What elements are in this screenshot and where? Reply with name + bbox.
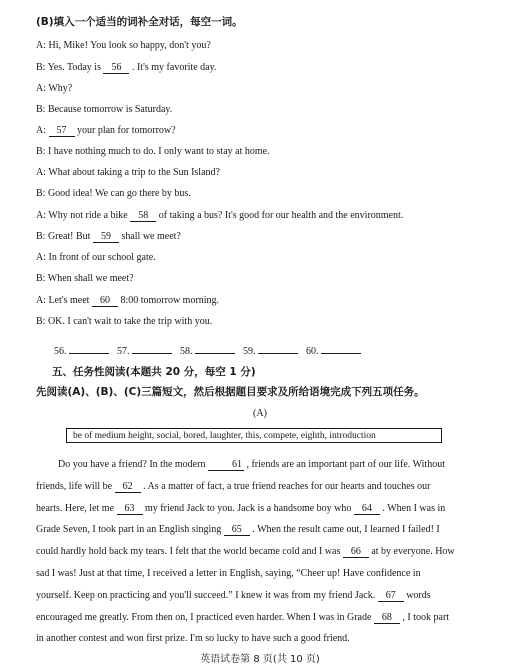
dialogue-text: A: Why not ride a bike (36, 210, 128, 221)
blank-number: 56 (103, 62, 129, 74)
blank-number: 64 (354, 503, 380, 515)
blank-number: 57 (49, 125, 75, 137)
passage-text: sad I was! Just at that time, I received a letter in English, saying, “Cheer up! Have confidence in (36, 567, 421, 579)
dialogue-line (36, 125, 484, 137)
dialogue-text: your plan for tomorrow? (77, 125, 176, 136)
dialogue-line (36, 40, 484, 52)
answer-underline (321, 344, 361, 354)
dialogue-text: shall we meet? (121, 231, 181, 242)
answer-underline (258, 344, 298, 354)
passage-text: friends, life will be (36, 480, 113, 492)
passage-text: at by everyone. How (371, 546, 455, 558)
answer-underline (195, 344, 235, 354)
answer-underline (69, 344, 109, 354)
dialogue-line (36, 252, 484, 264)
passage-text: yourself. Keep on practicing and you'll succeed.” I knew it was from my friend Jack. (36, 589, 376, 601)
dialogue-text: 8:00 tomorrow morning. (120, 295, 220, 306)
passage-text: words (406, 589, 431, 601)
blank-number: 59 (93, 231, 119, 243)
answer-number: 58. (180, 346, 193, 357)
blank-number: 62 (115, 481, 141, 493)
blank-number: 61 (208, 459, 244, 471)
dialogue-text: B: OK. I can't wait to take the trip with you. (36, 316, 213, 327)
passage-line (36, 454, 486, 476)
dialogue-text: B: Great! But (36, 231, 91, 242)
passage-a (36, 454, 486, 650)
passage-text: Grade Seven, I took part in an English singing (36, 524, 222, 536)
answer-number: 57. (117, 346, 130, 357)
dialogue-text: A: What about taking a trip to the Sun Island? (36, 167, 220, 178)
dialogue-line (36, 104, 484, 116)
blank-number: 60 (92, 295, 118, 307)
blank-number: 58 (130, 210, 156, 222)
blank-number: 63 (117, 503, 143, 515)
passage-line (36, 585, 486, 607)
dialogue-text: A: Hi, Mike! You look so happy, don't you? (36, 40, 211, 51)
section-five-instruction: 先阅读(A)、(B)、(C)三篇短文，然后根据题目要求及所给语境完成下列五项任务。 (36, 386, 425, 398)
passage-a-label: (A) (253, 408, 267, 419)
blank-number: 66 (343, 546, 369, 558)
passage-line (36, 498, 486, 520)
answer-number: 60. (306, 346, 319, 357)
section-five-heading: 五、任务性阅读(本题共 20 分，每空 1 分) (52, 366, 256, 378)
answer-number: 59. (243, 346, 256, 357)
answer-underline (132, 344, 172, 354)
dialogue-line (36, 316, 484, 328)
dialogue-line (36, 210, 484, 222)
passage-text: encouraged me greatly. From then on, I practiced even harder. When I was in Grade (36, 611, 372, 623)
dialogue-text: A: In front of our school gate. (36, 252, 156, 263)
dialogue-text: A: Let's meet (36, 295, 90, 306)
dialogue-line (36, 273, 484, 285)
passage-text: . When I was in (382, 502, 446, 514)
passage-line (36, 628, 486, 650)
dialogue-line (36, 167, 484, 179)
blank-number: 65 (224, 524, 250, 536)
passage-line (36, 519, 486, 541)
dialogue-line (36, 295, 484, 307)
passage-text: in another contest and won first prize. I'm so lucky to have such a good friend. (36, 633, 350, 645)
dialogue-text: B: I have nothing much to do. I only want to stay at home. (36, 146, 270, 157)
answer-blank (180, 344, 235, 358)
answer-blank (243, 344, 298, 358)
dialogue-line (36, 231, 484, 243)
answer-number: 56. (54, 346, 67, 357)
answer-blank (306, 344, 361, 358)
passage-line (36, 541, 486, 563)
passage-text: Do you have a friend? In the modern (58, 459, 206, 470)
blank-number: 67 (378, 590, 404, 602)
answer-blank (54, 344, 109, 358)
dialogue-text: of taking a bus? It's good for our health and the environment. (158, 210, 404, 221)
passage-text: . When the result came out, I learned I failed! I (252, 524, 440, 536)
dialogue-text: A: (36, 125, 46, 136)
passage-line (36, 563, 486, 585)
dialogue-text: B: When shall we meet? (36, 273, 134, 284)
dialogue-text: B: Yes. Today is (36, 62, 101, 73)
word-bank-box: be of medium height, social, bored, laughter, this, compete, eighth, introduction (66, 428, 442, 443)
passage-text: , friends are an important part of our life. Without (246, 459, 445, 470)
passage-text: could hardly hold back my tears. I felt that the world became cold and I was (36, 546, 341, 558)
dialogue-line (36, 62, 484, 74)
blank-number: 68 (374, 612, 400, 624)
passage-text: my friend Jack to you. Jack is a handsome boy who (145, 502, 352, 514)
dialogue-line (36, 146, 484, 158)
passage-line (36, 607, 486, 629)
dialogue-text: B: Good idea! We can go there by bus. (36, 188, 191, 199)
passage-text: , I took part (402, 611, 450, 623)
page-footer: 英语试卷第 8 页(共 10 页) (200, 654, 320, 665)
dialogue-text: A: Why? (36, 83, 73, 94)
answer-row (54, 344, 484, 358)
passage-text: hearts. Here, let me (36, 502, 115, 514)
dialogue-line (36, 188, 484, 200)
dialogue-text: B: Because tomorrow is Saturday. (36, 104, 173, 115)
passage-text: . As a matter of fact, a true friend reaches for our hearts and touches our (143, 480, 431, 492)
passage-line (36, 476, 486, 498)
dialogue-line (36, 83, 484, 95)
dialogue-text: . It's my favorite day. (131, 62, 217, 73)
answer-blank (117, 344, 172, 358)
section-b-heading: (B)填入一个适当的词补全对话，每空一词。 (36, 16, 243, 28)
